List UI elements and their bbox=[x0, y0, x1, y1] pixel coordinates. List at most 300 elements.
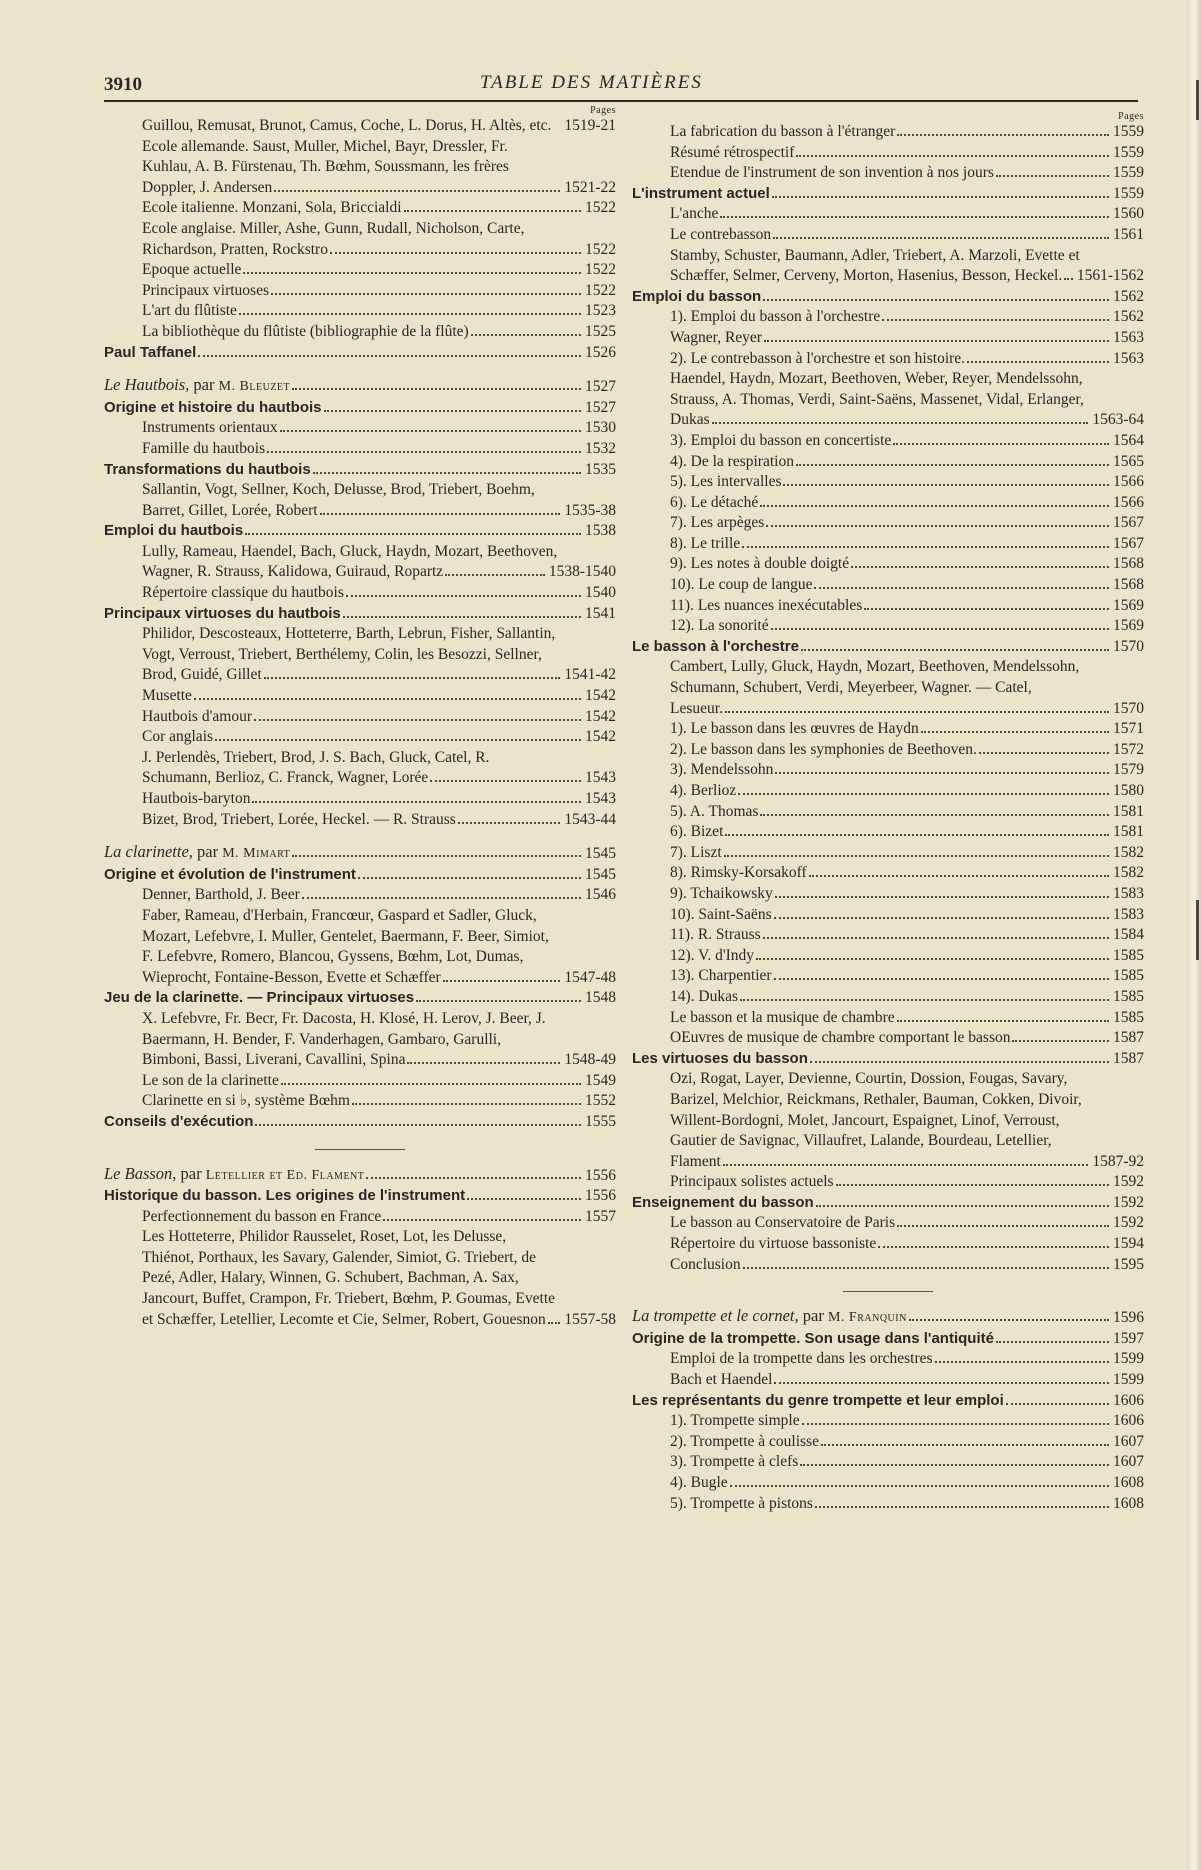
dot-leader bbox=[281, 1083, 581, 1085]
toc-entry-text: 3). Emploi du basson en concertiste bbox=[670, 431, 892, 449]
dot-leader bbox=[430, 780, 581, 782]
toc-entry bbox=[632, 575, 1144, 596]
toc-entry bbox=[632, 349, 1144, 370]
toc-entry-text: Emploi du hautbois bbox=[104, 522, 244, 540]
toc-entry bbox=[632, 1234, 1144, 1255]
dot-leader bbox=[783, 484, 1109, 486]
toc-entry bbox=[632, 884, 1144, 905]
toc-entry-text: Famille du hautbois bbox=[142, 439, 266, 457]
dot-leader bbox=[760, 814, 1109, 816]
toc-page-number: 1542 bbox=[585, 687, 616, 705]
dot-leader bbox=[725, 834, 1109, 836]
toc-entry bbox=[632, 657, 1144, 719]
toc-entry bbox=[632, 987, 1144, 1008]
toc-page-number: 1546 bbox=[585, 886, 616, 904]
toc-entry bbox=[104, 810, 616, 831]
toc-entry bbox=[104, 885, 616, 906]
toc-page-number: 1542 bbox=[585, 728, 616, 746]
dot-leader bbox=[775, 772, 1109, 774]
dot-leader bbox=[313, 472, 581, 474]
toc-entry bbox=[104, 219, 616, 260]
dot-leader bbox=[245, 533, 581, 535]
toc-page-number: 1566 bbox=[1113, 493, 1144, 511]
toc-entry-text: 5). Trompette à pistons bbox=[670, 1494, 813, 1512]
toc-entry bbox=[104, 1071, 616, 1092]
toc-entry bbox=[632, 163, 1144, 184]
toc-page-number: 1548-49 bbox=[564, 1051, 616, 1069]
toc-page-number: 1582 bbox=[1113, 864, 1144, 882]
pages-label: Pages bbox=[590, 105, 616, 116]
toc-page-number: 1559 bbox=[1113, 184, 1144, 202]
dot-leader bbox=[979, 752, 1109, 754]
toc-page-number: 1587-92 bbox=[1092, 1152, 1144, 1170]
toc-entry bbox=[104, 542, 616, 583]
dot-leader bbox=[330, 252, 581, 254]
toc-entry-text: 1). Trompette simple bbox=[670, 1412, 800, 1430]
author-name: M. Mimart bbox=[222, 846, 291, 862]
toc-entry-text: Bach et Haendel bbox=[670, 1371, 773, 1389]
toc-entry-text: 4). Berlioz bbox=[670, 782, 737, 799]
toc-chapter-title bbox=[104, 1164, 616, 1187]
toc-entry bbox=[632, 616, 1144, 637]
dot-leader bbox=[725, 711, 1109, 713]
section-divider bbox=[843, 1291, 933, 1292]
toc-entry-text: 13). Charpentier bbox=[670, 967, 772, 985]
toc-entry bbox=[632, 204, 1144, 225]
toc-page-number: 1596 bbox=[1113, 1309, 1144, 1327]
toc-entry bbox=[632, 966, 1144, 987]
toc-page-number: 1556 bbox=[585, 1166, 616, 1184]
toc-entry bbox=[104, 439, 616, 460]
toc-entry bbox=[632, 122, 1144, 143]
toc-page-number: 1545 bbox=[585, 845, 616, 863]
toc-entry bbox=[632, 1255, 1144, 1276]
dot-leader bbox=[774, 917, 1109, 919]
toc-page-number: 1606 bbox=[1113, 1391, 1144, 1409]
toc-entry bbox=[104, 116, 616, 137]
dot-leader bbox=[836, 1184, 1109, 1186]
toc-page-number: 1595 bbox=[1113, 1255, 1144, 1273]
toc-page-number: 1519-21 bbox=[564, 117, 616, 134]
dot-leader bbox=[730, 1485, 1109, 1487]
toc-entry-text: Les virtuoses du basson bbox=[632, 1049, 808, 1067]
toc-page-number: 1585 bbox=[1113, 946, 1144, 964]
toc-entry bbox=[632, 946, 1144, 967]
toc-page-number: 1538-1540 bbox=[548, 563, 616, 581]
toc-entry-text: Cor anglais bbox=[142, 728, 214, 746]
dot-leader bbox=[252, 801, 581, 803]
toc-entry bbox=[632, 1432, 1144, 1453]
dot-leader bbox=[935, 1361, 1109, 1363]
dot-leader bbox=[897, 1020, 1109, 1022]
toc-entry bbox=[104, 1207, 616, 1228]
toc-entry-text: La bibliothèque du flûtiste (bibliographie de la flûte) bbox=[142, 322, 469, 340]
toc-heading bbox=[632, 637, 1144, 658]
toc-entry-text: Sallantin, Vogt, Sellner, Koch, Delusse, Brod, Triebert, Boehm, Barret, Gillet, Lorée, Robert bbox=[142, 481, 535, 519]
toc-page-number: 1571 bbox=[1113, 720, 1144, 738]
dot-leader bbox=[416, 1000, 581, 1002]
toc-entry bbox=[632, 1172, 1144, 1193]
toc-page-number: 1547-48 bbox=[564, 968, 616, 986]
dot-leader bbox=[774, 978, 1109, 980]
toc-entry-text: Etendue de l'instrument de son invention à nos jours bbox=[670, 164, 994, 182]
toc-page-number: 1541-42 bbox=[564, 666, 616, 684]
toc-heading bbox=[632, 1391, 1144, 1412]
toc-heading bbox=[104, 460, 616, 481]
edge-mark bbox=[1196, 900, 1199, 960]
toc-entry-text: 11). Les nuances inexécutables bbox=[670, 596, 863, 614]
dot-leader bbox=[443, 980, 561, 982]
toc-entry-text: Bizet, Brod, Triebert, Lorée, Heckel. — R. Strauss bbox=[142, 810, 456, 828]
toc-page-number: 1561 bbox=[1113, 225, 1144, 243]
toc-page-number: 1522 bbox=[585, 281, 616, 299]
toc-entry-text: La fabrication du basson à l'étranger bbox=[670, 123, 896, 140]
dot-leader bbox=[255, 1124, 581, 1126]
toc-page-number: 1599 bbox=[1113, 1371, 1144, 1389]
toc-entry bbox=[632, 1452, 1144, 1473]
toc-page-number: 1583 bbox=[1113, 905, 1144, 923]
dot-leader bbox=[352, 1103, 581, 1105]
dot-leader bbox=[1006, 1403, 1109, 1405]
toc-page-number: 1540 bbox=[585, 584, 616, 602]
toc-entry bbox=[632, 1473, 1144, 1494]
dot-leader bbox=[996, 175, 1109, 177]
toc-entry bbox=[104, 1227, 616, 1330]
toc-entry bbox=[104, 260, 616, 281]
toc-page-number: 1563 bbox=[1113, 328, 1144, 346]
toc-entry-text: Le Basson, par Letellier et Ed. Flament bbox=[104, 1163, 365, 1183]
toc-page-number: 1587 bbox=[1113, 1029, 1144, 1047]
toc-entry-text: 12). V. d'Indy bbox=[670, 946, 755, 964]
section-gap bbox=[104, 830, 616, 842]
dot-leader bbox=[723, 1164, 1089, 1166]
dot-leader bbox=[358, 877, 581, 879]
author-name: Letellier et Ed. Flament bbox=[205, 1167, 365, 1183]
dot-leader bbox=[471, 334, 581, 336]
toc-heading bbox=[632, 1049, 1144, 1070]
toc-entry-text: Le basson et la musique de chambre bbox=[670, 1008, 895, 1026]
toc-page-number: 1542 bbox=[585, 707, 616, 725]
toc-entry bbox=[632, 369, 1144, 431]
toc-entry-text: 8). Le trille bbox=[670, 534, 741, 552]
toc-page-number: 1581 bbox=[1113, 823, 1144, 841]
toc-entry bbox=[104, 301, 616, 322]
toc-entry-text: Ecole allemande. Saust, Muller, Michel, Bayr, Dressler, Fr. Kuhlau, A. B. Fürstenau, Th. Bœhm, Soussmann, les frères Doppler, J. Andersen bbox=[142, 137, 509, 196]
toc-entry-text: Le basson à l'orchestre bbox=[632, 637, 799, 655]
dot-leader bbox=[254, 719, 581, 721]
toc-page-number: 1535-38 bbox=[564, 501, 616, 519]
toc-entry-text: Le son de la clarinette bbox=[142, 1071, 279, 1089]
toc-entry bbox=[632, 760, 1144, 781]
toc-entry-text: L'anche bbox=[670, 205, 719, 223]
toc-entry-text: Transformations du hautbois bbox=[104, 460, 311, 478]
dot-leader bbox=[921, 731, 1109, 733]
dot-leader bbox=[274, 190, 560, 192]
toc-entry-text: Philidor, Descosteaux, Hotteterre, Barth, Lebrun, Fisher, Sallantin, Vogt, Verroust, Triebert, Berthélemy, Colin, les Besozzi, Sellner, Brod, Guidé, Gillet bbox=[142, 625, 556, 684]
toc-list-left bbox=[104, 116, 616, 1330]
toc-heading bbox=[632, 287, 1144, 308]
toc-entry bbox=[104, 281, 616, 302]
dot-leader bbox=[467, 1198, 581, 1200]
toc-page-number: 1582 bbox=[1113, 843, 1144, 861]
toc-page-number: 1570 bbox=[1113, 637, 1144, 655]
dot-leader bbox=[302, 897, 581, 899]
dot-leader bbox=[773, 237, 1109, 239]
dot-leader bbox=[878, 1246, 1109, 1248]
toc-entry bbox=[632, 596, 1144, 617]
toc-chapter-title bbox=[104, 375, 616, 398]
toc-entry-text: 3). Mendelssohn bbox=[670, 761, 774, 779]
toc-entry bbox=[104, 727, 616, 748]
toc-entry-text: Enseignement du basson bbox=[632, 1193, 814, 1211]
toc-entry-text: Faber, Rameau, d'Herbain, Francœur, Gaspard et Sadler, Gluck, Mozart, Lefebvre, I. Muller, Gentelet, Baermann, F. Beer, Simiot, F. Lefebvre, Romero, Blancou, Gyssens, Bœhm, Lot, Dumas, Wieprocht, Fontaine-Besson, Evette et Schæffer bbox=[142, 906, 549, 986]
dot-leader bbox=[801, 649, 1109, 651]
toc-entry-text: 1). Le basson dans les œuvres de Haydn bbox=[670, 720, 919, 738]
toc-page-number: 1568 bbox=[1113, 576, 1144, 594]
dot-leader bbox=[814, 587, 1109, 589]
toc-page-number: 1526 bbox=[585, 343, 616, 361]
toc-page-number: 1557 bbox=[585, 1207, 616, 1225]
toc-page-number: 1567 bbox=[1113, 514, 1144, 532]
toc-chapter-title bbox=[632, 1306, 1144, 1329]
toc-page-number: 1564 bbox=[1113, 431, 1144, 449]
toc-page-number: 1527 bbox=[585, 398, 616, 416]
toc-entry bbox=[632, 740, 1144, 761]
dot-leader bbox=[809, 875, 1109, 877]
toc-entry bbox=[632, 822, 1144, 843]
toc-entry bbox=[632, 143, 1144, 164]
dot-leader bbox=[897, 1225, 1109, 1227]
dot-leader bbox=[198, 355, 581, 357]
author-name: M. Bleuzet bbox=[218, 379, 291, 395]
dot-leader bbox=[720, 216, 1109, 218]
toc-entry-text: OEuvres de musique de chambre comportant le basson bbox=[670, 1029, 1011, 1047]
dot-leader bbox=[766, 525, 1109, 527]
toc-entry-text: Origine de la trompette. Son usage dans l'antiquité bbox=[632, 1329, 994, 1347]
toc-entry bbox=[632, 452, 1144, 473]
toc-heading bbox=[104, 398, 616, 419]
toc-page-number: 1559 bbox=[1113, 123, 1144, 140]
right-column bbox=[632, 106, 1144, 1514]
toc-entry bbox=[632, 925, 1144, 946]
toc-entry-text: Hautbois d'amour bbox=[142, 707, 252, 725]
toc-entry-text: 3). Trompette à clefs bbox=[670, 1453, 799, 1471]
dot-leader bbox=[760, 505, 1109, 507]
toc-entry bbox=[632, 1028, 1144, 1049]
toc-page-number: 1527 bbox=[585, 378, 616, 396]
toc-page-number: 1584 bbox=[1113, 926, 1144, 944]
toc-page-number: 1522 bbox=[585, 240, 616, 258]
toc-entry bbox=[632, 781, 1144, 802]
toc-entry bbox=[632, 1213, 1144, 1234]
toc-entry-text: Epoque actuelle bbox=[142, 261, 242, 279]
toc-entry-text: 9). Tchaikowsky bbox=[670, 884, 773, 902]
toc-entry-text: 1). Emploi du basson à l'orchestre bbox=[670, 308, 881, 326]
toc-page-number: 1552 bbox=[585, 1092, 616, 1110]
dot-leader bbox=[882, 319, 1109, 321]
toc-entry-text: Emploi de la trompette dans les orchestres bbox=[670, 1350, 933, 1368]
dot-leader bbox=[996, 1341, 1109, 1343]
toc-entry-text: Perfectionnement du basson en France bbox=[142, 1207, 382, 1225]
toc-entry-text: 2). Le contrebasson à l'orchestre et son histoire. bbox=[670, 349, 966, 367]
toc-entry-text: Répertoire du virtuose bassoniste bbox=[670, 1235, 877, 1253]
dot-leader bbox=[243, 272, 581, 274]
toc-page-number: 1579 bbox=[1113, 761, 1144, 779]
dot-leader bbox=[821, 1444, 1109, 1446]
toc-page-number: 1566 bbox=[1113, 473, 1144, 491]
toc-heading bbox=[632, 1193, 1144, 1214]
dot-leader bbox=[772, 196, 1109, 198]
toc-entry-text: Haendel, Haydn, Mozart, Beethoven, Weber, Reyer, Mendelssohn, Strauss, A. Thomas, Verdi, Saint-Saëns, Massenet, Vidal, Erlanger, Dukas bbox=[670, 370, 1084, 429]
toc-entry-text: Cambert, Lully, Gluck, Haydn, Mozart, Beethoven, Mendelssohn, Schumann, Schubert, Verdi, Meyerbeer, Wagner. — Catel, Lesueur. bbox=[670, 658, 1080, 717]
toc-entry bbox=[632, 802, 1144, 823]
toc-entry bbox=[632, 1370, 1144, 1391]
toc-entry-text: Résumé rétrospectif bbox=[670, 143, 795, 161]
dot-leader bbox=[366, 1177, 581, 1179]
dot-leader bbox=[740, 999, 1109, 1001]
dot-leader bbox=[864, 608, 1109, 610]
toc-page-number: 1545 bbox=[585, 865, 616, 883]
toc-page-number: 1543 bbox=[585, 790, 616, 807]
toc-entry bbox=[104, 322, 616, 343]
left-column bbox=[104, 106, 616, 1330]
toc-entry-text: 5). A. Thomas bbox=[670, 802, 759, 820]
toc-entry bbox=[632, 843, 1144, 864]
dot-leader bbox=[346, 595, 581, 597]
toc-page-number: 1607 bbox=[1113, 1453, 1144, 1471]
dot-leader bbox=[897, 134, 1109, 136]
toc-page-number: 1562 bbox=[1113, 308, 1144, 326]
toc-page-number: 1557-58 bbox=[564, 1310, 616, 1328]
section-gap bbox=[104, 363, 616, 375]
toc-entry-text: La clarinette, par M. Mimart bbox=[104, 842, 291, 862]
toc-entry bbox=[104, 906, 616, 988]
toc-heading bbox=[104, 1186, 616, 1207]
toc-entry-text: Jeu de la clarinette. — Principaux virtuoses bbox=[104, 989, 415, 1007]
toc-entry-text: 10). Saint-Saëns bbox=[670, 905, 772, 923]
toc-page-number: 1585 bbox=[1113, 967, 1144, 985]
dot-leader bbox=[239, 313, 581, 315]
toc-entry bbox=[104, 1009, 616, 1071]
toc-heading bbox=[104, 604, 616, 625]
toc-entry-text: Conclusion bbox=[670, 1255, 741, 1273]
dot-leader bbox=[548, 1322, 561, 1324]
dot-leader bbox=[816, 1205, 1109, 1207]
toc-entry bbox=[104, 137, 616, 199]
toc-page-number: 1599 bbox=[1113, 1350, 1144, 1368]
toc-entry bbox=[632, 1411, 1144, 1432]
dot-leader bbox=[756, 958, 1109, 960]
toc-entry bbox=[104, 418, 616, 439]
toc-page-number: 1570 bbox=[1113, 699, 1144, 717]
dot-leader bbox=[738, 793, 1109, 795]
dot-leader bbox=[215, 739, 581, 741]
dot-leader bbox=[271, 293, 581, 295]
toc-entry-text: Lully, Rameau, Haendel, Bach, Gluck, Haydn, Mozart, Beethoven, Wagner, R. Strauss, Kalidowa, Guiraud, Ropartz bbox=[142, 542, 558, 581]
toc-entry-text: 8). Rimsky-Korsakoff bbox=[670, 864, 807, 882]
toc-entry-text: Les représentants du genre trompette et leur emploi bbox=[632, 1391, 1004, 1409]
toc-page-number: 1521-22 bbox=[564, 178, 616, 196]
toc-page-number: 1583 bbox=[1113, 884, 1144, 902]
toc-entry-text: L'art du flûtiste bbox=[142, 302, 237, 320]
toc-entry-text: 6). Bizet bbox=[670, 823, 724, 841]
dot-leader bbox=[815, 1506, 1109, 1508]
toc-entry-text: Paul Taffanel bbox=[104, 343, 197, 361]
toc-page-number: 1530 bbox=[585, 419, 616, 437]
dot-leader bbox=[292, 388, 581, 390]
toc-entry-text: Conseils d'exécution bbox=[104, 1112, 254, 1130]
toc-page-number: 1565 bbox=[1113, 452, 1144, 470]
toc-entry-text: 6). Le détaché bbox=[670, 493, 759, 511]
toc-page-number: 1568 bbox=[1113, 555, 1144, 573]
toc-entry bbox=[632, 246, 1144, 287]
toc-page-number: 1559 bbox=[1113, 143, 1144, 161]
toc-page-number: 1522 bbox=[585, 199, 616, 217]
dot-leader bbox=[771, 628, 1109, 630]
dot-leader bbox=[445, 574, 545, 576]
toc-page-number: 1585 bbox=[1113, 987, 1144, 1005]
toc-heading bbox=[104, 865, 616, 886]
toc-page-number: 1556 bbox=[585, 1187, 616, 1205]
toc-entry bbox=[632, 863, 1144, 884]
toc-page-number: 1563 bbox=[1113, 349, 1144, 367]
toc-page-number: 1538 bbox=[585, 522, 616, 540]
toc-page-number: 1523 bbox=[585, 302, 616, 320]
dot-leader bbox=[280, 430, 581, 432]
toc-entry bbox=[632, 1069, 1144, 1172]
toc-page-number: 1543-44 bbox=[564, 810, 616, 828]
toc-page-number: 1581 bbox=[1113, 802, 1144, 820]
dot-leader bbox=[264, 677, 561, 679]
toc-entry bbox=[632, 554, 1144, 575]
toc-entry bbox=[632, 513, 1144, 534]
dot-leader bbox=[851, 566, 1109, 568]
toc-entry-text: Origine et histoire du hautbois bbox=[104, 398, 322, 416]
toc-entry-text: Musette bbox=[142, 687, 192, 705]
section-divider bbox=[315, 1149, 405, 1150]
toc-page-number: 1592 bbox=[1113, 1214, 1144, 1232]
toc-heading bbox=[104, 1112, 616, 1133]
toc-page-number: 1587 bbox=[1113, 1049, 1144, 1067]
dot-leader bbox=[743, 1267, 1109, 1269]
toc-entry-text: Ozi, Rogat, Layer, Devienne, Courtin, Dossion, Fougas, Savary, Barizel, Melchior, Reickmans, Rethaler, Bauman, Cokken, Divoir, Willent-Bordogni, Molet, Jancourt, Espaignet, Linof, Verroust, Gautier de Savignac, Villaufret, Lalande, Bourdeau, Letellier, Flament bbox=[670, 1070, 1082, 1170]
toc-entry-text: Principaux solistes actuels bbox=[670, 1173, 834, 1191]
header-rule bbox=[104, 100, 1138, 102]
toc-heading bbox=[104, 988, 616, 1009]
toc-entry-text: L'instrument actuel bbox=[632, 184, 770, 202]
toc-entry-text: X. Lefebvre, Fr. Becr, Fr. Dacosta, H. Klosé, H. Lerov, J. Beer, J. Baermann, H. Bender, F. Vanderhagen, Gambaro, Garulli, Bimboni, Bassi, Liverani, Cavallini, Spina bbox=[142, 1009, 546, 1069]
toc-heading bbox=[632, 1329, 1144, 1350]
dot-leader bbox=[320, 513, 561, 515]
toc-entry-text: Le basson au Conservatoire de Paris bbox=[670, 1214, 896, 1232]
toc-page-number: 1563-64 bbox=[1092, 411, 1144, 429]
dot-leader bbox=[343, 616, 581, 618]
toc-page-number: 1549 bbox=[585, 1071, 616, 1089]
toc-page-number: 1594 bbox=[1113, 1235, 1144, 1253]
toc-entry-text: Stamby, Schuster, Baumann, Adler, Triebert, A. Marzoli, Evette et Schæffer, Selmer, Cerveny, Morton, Hasenius, Besson, Heckel. bbox=[670, 246, 1080, 285]
dot-leader bbox=[404, 210, 581, 212]
toc-page-number: 1608 bbox=[1113, 1474, 1144, 1491]
dot-leader bbox=[763, 937, 1109, 939]
toc-page-number: 1522 bbox=[585, 261, 616, 279]
dot-leader bbox=[800, 1464, 1109, 1466]
toc-entry-text: Emploi du basson bbox=[632, 287, 762, 305]
dot-leader bbox=[774, 1382, 1109, 1384]
toc-list-right bbox=[632, 122, 1144, 1514]
pages-label: Pages bbox=[1118, 111, 1144, 122]
page-edge bbox=[1187, 0, 1201, 1870]
dot-leader bbox=[909, 1319, 1109, 1321]
